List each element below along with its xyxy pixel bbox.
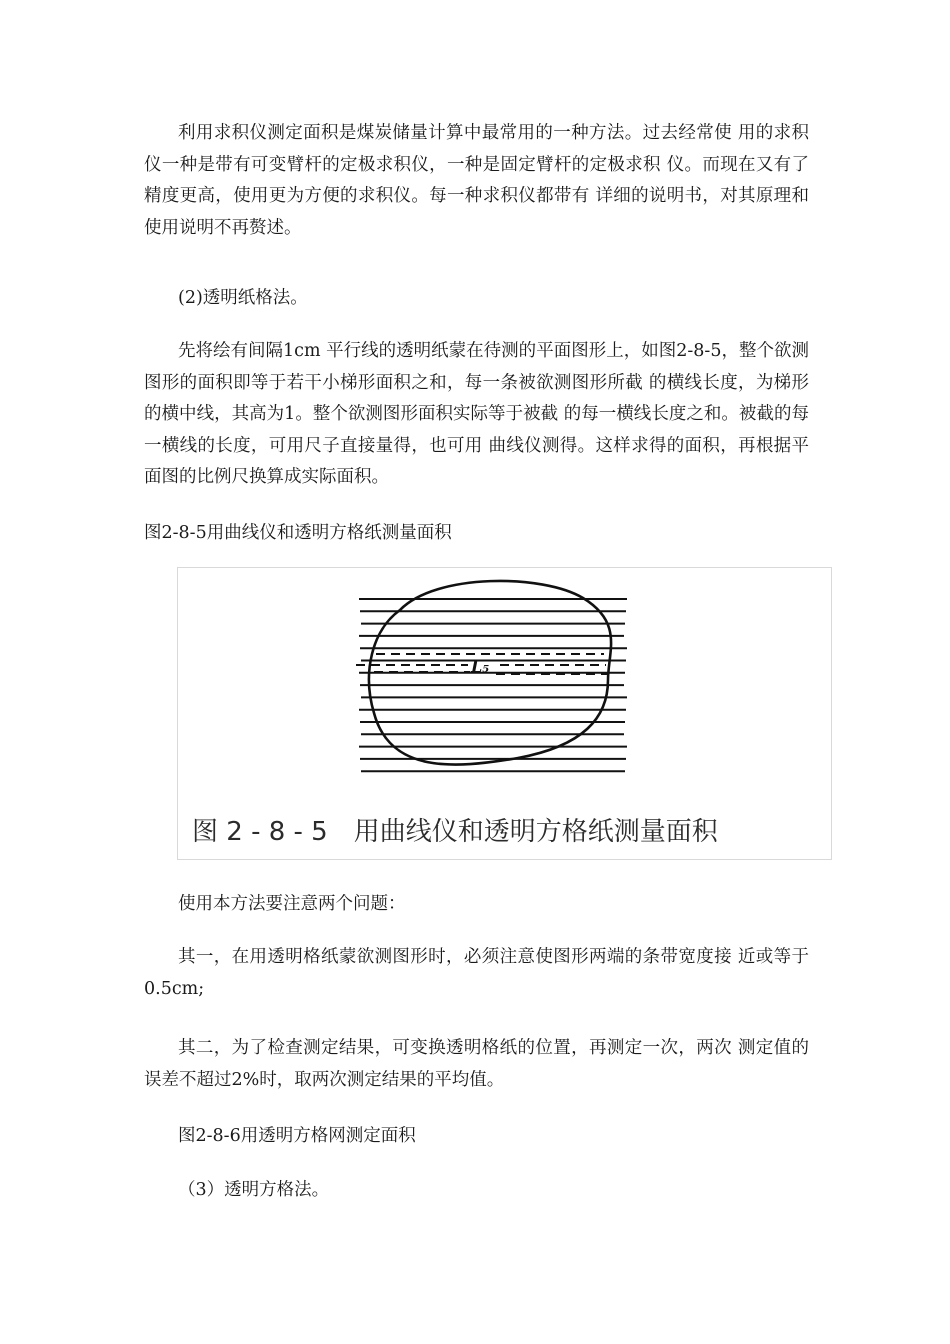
label-l5: L₅ <box>471 657 490 676</box>
paragraph-note-two: 其二，为了检查测定结果，可变换透明格纸的位置，再测定一次，两次 测定值的误差不超过2%时，取两次测定结果的平均值。 <box>144 1038 809 1090</box>
figure-2-8-5 <box>177 567 832 860</box>
paragraph-parallel-lines-method: 先将绘有间隔1cm 平行线的透明纸蒙在待测的平面图形上，如图2-8-5，整个欲测图形的面积即等于若干小梯形面积之和，每一条被欲测图形所截 的横线长度，为梯形的横中线，其高为1。整个欲测图形面积实际等于被截 的每一横线长度之和。被截的每一横线的长度，可用尺子直接量得，也可用 曲线仪测得。这样求得的面积，再根据平面图的比例尺换算成实际面积。 <box>144 341 809 487</box>
figure-caption: 图 2 - 8 - 5 用曲线仪和透明方格纸测量面积 <box>192 817 718 847</box>
paragraph-note-one: 其一，在用透明格纸蒙欲测图形时，必须注意使图形两端的条带宽度接 近或等于0.5cm; <box>144 947 809 999</box>
figure-title-2-8-5: 图2-8-5用曲线仪和透明方格纸测量面积 <box>144 523 452 543</box>
parallel-lines <box>359 599 627 771</box>
section-heading-transparent-paper: (2)透明纸格法。 <box>178 288 308 308</box>
paragraph-planimeter: 利用求积仪测定面积是煤炭储量计算中最常用的一种方法。过去经常使 用的求积仪一种是带有可变臂杆的定极求积仪，一种是固定臂杆的定极求积 仪。而现在又有了精度更高，使用更为方便的求积仪。每一种求积仪都带有 详细的说明书，对其原理和使用说明不再赘述。 <box>144 123 809 238</box>
section-heading-transparent-grid: （3）透明方格法。 <box>178 1180 330 1200</box>
figure-title-2-8-6: 图2-8-6用透明方格网测定面积 <box>178 1126 416 1146</box>
paragraph-notes-intro: 使用本方法要注意两个问题： <box>178 894 406 914</box>
